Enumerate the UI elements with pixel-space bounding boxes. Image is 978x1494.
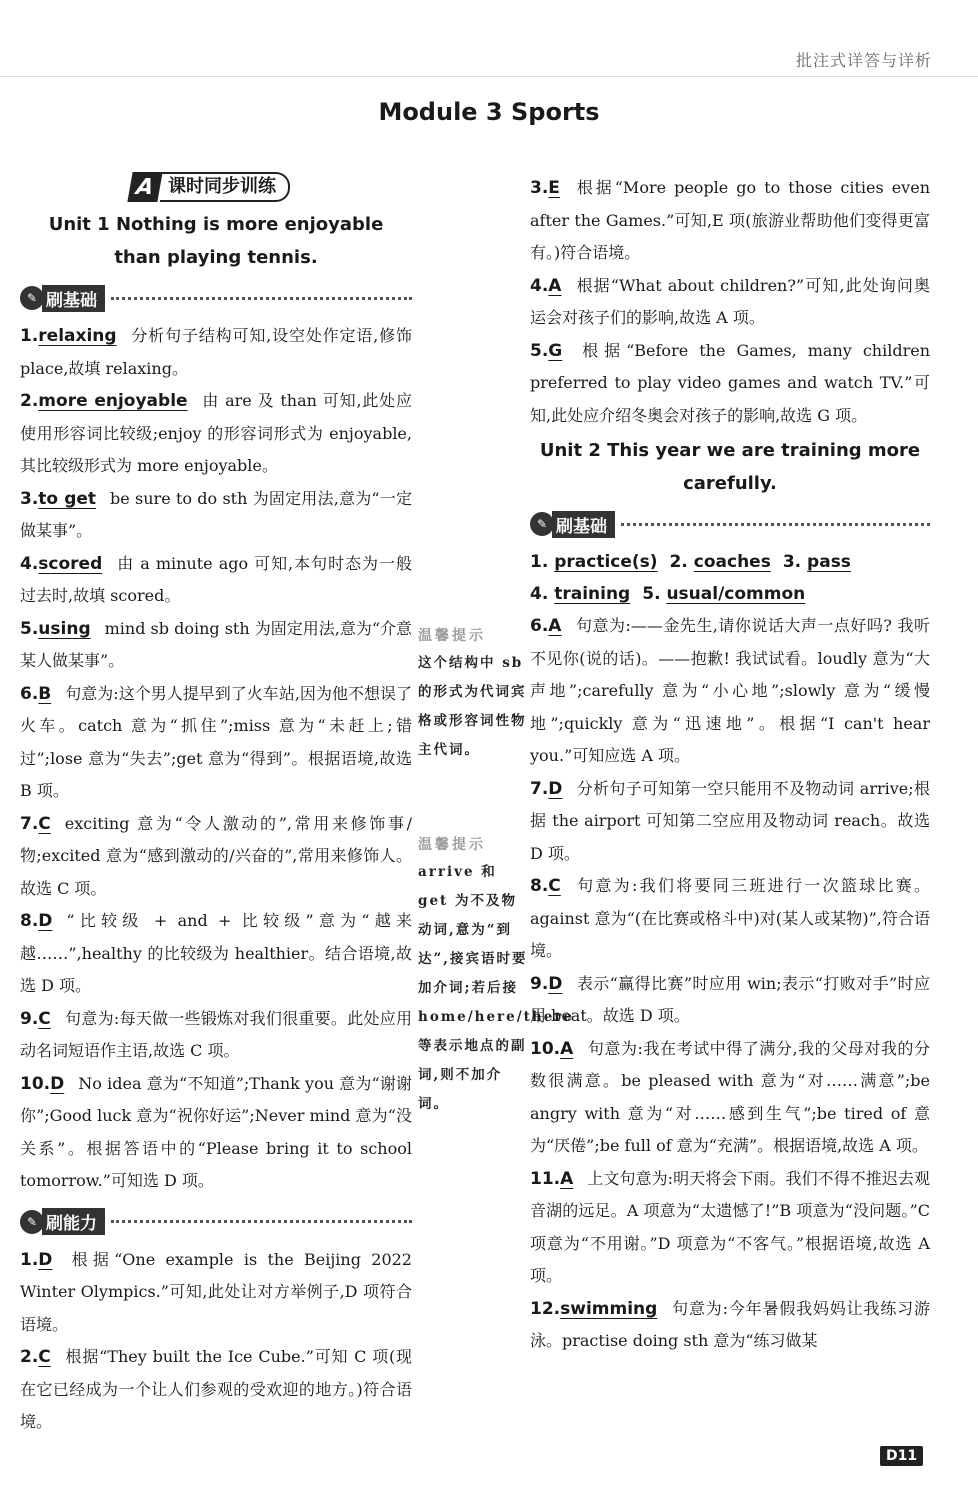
item-number: 4. xyxy=(530,275,549,296)
tip-body: 这个结构中 sb 的形式为代词宾格或形容词性物主代词。 xyxy=(418,655,527,758)
item-explanation: 分析句子可知第一空只能用不及物动词 arrive;根据 the airport 可知第二空应用及物动词 reach。故选 D 项。 xyxy=(530,778,930,863)
item-number: 12. xyxy=(530,1298,561,1319)
item-number: 8. xyxy=(530,876,549,896)
item-answer: usual/common xyxy=(666,584,806,604)
basic-section-label: 刷基础 xyxy=(42,285,105,312)
item-answer: D xyxy=(38,1249,53,1270)
item-explanation: 句意为:每天做一些锻炼对我们很重要。此处应用动名词短语作主语,故选 C 项。 xyxy=(20,1008,412,1060)
item-answer: A xyxy=(560,1038,574,1059)
item-explanation: 根据“They built the Ice Cube.”可知 C 项(现在它已经成为一个让人们参观的受欢迎的地方。)符合语境。 xyxy=(20,1347,412,1431)
answer-item xyxy=(20,1068,412,1198)
item-explanation: be sure to do sth 为固定用法,意为“一定做某事”。 xyxy=(20,488,412,540)
item-number: 7. xyxy=(530,778,549,799)
item-explanation: 分析句子结构可知,设空处作定语,修饰 place,故填 relaxing。 xyxy=(20,326,412,378)
item-number: 6. xyxy=(530,616,549,636)
item-number: 4. xyxy=(20,553,39,574)
answer-item xyxy=(20,808,412,906)
item-number: 6. xyxy=(20,683,39,704)
book-icon: ✎ xyxy=(20,1210,44,1234)
answer-item xyxy=(20,1341,412,1439)
page-number: D11 xyxy=(880,1446,923,1466)
item-answer: relaxing xyxy=(38,326,117,346)
right-column xyxy=(530,172,930,1358)
item-number: 1. xyxy=(20,1249,39,1270)
item-explanation: “比较级 + and + 比较级”意为“越来越……”,healthy 的比较级为 healthier。结合语境,故选 D 项。 xyxy=(20,911,412,995)
answer-item xyxy=(530,773,930,871)
item-answer: B xyxy=(38,683,52,704)
answer-item xyxy=(530,335,930,433)
tip-body: arrive 和 get 为不及物动词,意为“到达”,接宾语时要加介词;若后接 home/here/there 等表示地点的副词,则不加介词。 xyxy=(418,864,575,1112)
item-number: 1. xyxy=(20,326,39,346)
ability-section-label: 刷能力 xyxy=(42,1208,105,1235)
answer-item xyxy=(20,905,412,1003)
left-ability-list xyxy=(20,1244,412,1439)
item-answer: D xyxy=(50,1073,65,1094)
item-answer: training xyxy=(554,584,631,604)
answer-item xyxy=(530,172,930,270)
item-answer: using xyxy=(38,618,91,639)
item-explanation: No idea 意为“不知道”;Thank you 意为“谢谢你”;Good luck 意为“祝你好运”;Never mind 意为“没关系”。根据答语中的“Please bring it to school tomorrow.”可知选 D 项。 xyxy=(20,1073,412,1190)
module-title: Module 3 Sports xyxy=(378,98,600,126)
item-number: 9. xyxy=(20,1008,39,1029)
item-answer: G xyxy=(548,340,563,361)
left-column xyxy=(20,172,412,1439)
unit1-title xyxy=(20,208,412,274)
tip-title: 温馨提示 xyxy=(418,837,486,853)
basic-section-header xyxy=(20,284,412,312)
answer-item xyxy=(530,1033,930,1163)
unit1-title-line2: than playing tennis. xyxy=(114,247,318,268)
item-answer: D xyxy=(548,973,563,994)
answer-item xyxy=(20,678,412,808)
item-number: 9. xyxy=(530,973,549,994)
item-explanation: 根据“Before the Games, many children preferred to play video games and watch TV.”可知,此处应介绍冬奥会对孩子的影响,故选 G 项。 xyxy=(530,340,930,425)
tip-title: 温馨提示 xyxy=(418,628,486,644)
right-continued-list xyxy=(530,172,930,432)
item-explanation: 根据“One example is the Beijing 2022 Winter Olympics.”可知,此处让对方举例子,D 项符合语境。 xyxy=(20,1249,412,1334)
item-number: 10. xyxy=(20,1073,51,1094)
tip-box-1 xyxy=(418,625,528,765)
item-explanation: 句意为:我在考试中得了满分,我的父母对我的分数很满意。be pleased with 意为“对……满意”;be angry with 意为“对……感到生气”;be tired of 意为“厌倦”;be full of 意为“充满”。根据语境,故选 A 项。 xyxy=(530,1038,930,1155)
dotted-divider xyxy=(621,523,930,526)
item-explanation: 由 a minute ago 可知,本句时态为一般过去时,故填 scored。 xyxy=(20,553,412,605)
item-answer: to get xyxy=(38,488,97,509)
item-number: 10. xyxy=(530,1038,561,1059)
header-tag: 批注式详答与详析 xyxy=(795,51,932,70)
item-number: 1. xyxy=(530,552,549,572)
answer-item xyxy=(20,385,412,483)
answer-item xyxy=(20,483,412,548)
item-number: 3. xyxy=(530,178,549,198)
item-answer: practice(s) xyxy=(554,552,658,572)
answer-item xyxy=(530,1163,930,1293)
answer-item xyxy=(530,968,930,1033)
unit2-title-line1: Unit 2 This year we are training more xyxy=(539,440,921,461)
unit2-title xyxy=(530,434,930,500)
item-number: 4. xyxy=(530,584,549,604)
book-icon: ✎ xyxy=(530,512,554,536)
item-explanation: 表示“赢得比赛”时应用 win;表示“打败对手”时应用 beat。故选 D 项。 xyxy=(530,973,930,1025)
item-answer: C xyxy=(38,1347,51,1367)
item-answer: scored xyxy=(38,553,103,574)
left-basic-list xyxy=(20,320,412,1198)
item-answer: C xyxy=(548,876,561,896)
item-answer: A xyxy=(560,1168,574,1189)
item-answer: D xyxy=(38,911,53,931)
answer-item xyxy=(530,1293,930,1358)
answer-item xyxy=(20,613,412,678)
item-explanation: 句意为:——金先生,请你说话大声一点好吗? 我听不见你(说的话)。——抱歉! 我试试看。loudly 意为“大声地”;carefully 意为“小心地”;slowly 意为“缓慢地”;quickly 意为“迅速地”。根据“I can't hear you.”可知应选 A 项。 xyxy=(530,616,930,765)
answer-item xyxy=(20,1003,412,1068)
item-number: 11. xyxy=(530,1168,561,1189)
unit2-inline-answers xyxy=(530,546,930,610)
unit2-item-list xyxy=(530,610,930,1358)
item-explanation: 句意为:今年暑假我妈妈让我练习游泳。practise doing sth 意为“练习做某 xyxy=(530,1298,930,1350)
answer-item xyxy=(20,1244,412,1342)
item-number: 8. xyxy=(20,911,39,931)
header-divider xyxy=(0,76,978,77)
item-number: 2. xyxy=(20,391,39,411)
item-number: 7. xyxy=(20,813,39,834)
item-number: 3. xyxy=(782,552,802,572)
item-explanation: 根据“What about children?”可知,此处询问奥运会对孩子们的影响,故选 A 项。 xyxy=(530,275,930,327)
item-answer: pass xyxy=(807,552,851,572)
section-badge xyxy=(130,172,412,202)
answer-item xyxy=(530,610,930,773)
item-answer: more enjoyable xyxy=(38,391,188,411)
basic-section-label: 刷基础 xyxy=(552,511,615,538)
item-answer: E xyxy=(548,178,560,198)
item-answer: A xyxy=(548,275,562,296)
item-explanation: 上文句意为:明天将会下雨。我们不得不推迟去观音湖的远足。A 项意为“太遗憾了!”B 项意为“没问题。”C 项意为“不用谢。”D 项意为“不客气。”根据语境,故选 A 项。 xyxy=(530,1168,930,1285)
dotted-divider xyxy=(111,1220,412,1223)
answer-item xyxy=(20,320,412,385)
answer-item xyxy=(530,870,930,968)
unit1-title-line1: Unit 1 Nothing is more enjoyable xyxy=(48,214,384,235)
answer-item xyxy=(530,270,930,335)
item-explanation: 根据“More people go to those cities even after the Games.”可知,E 项(旅游业帮助他们变得更富有。)符合语境。 xyxy=(530,178,930,262)
inline-answer-row xyxy=(530,578,930,610)
item-answer: C xyxy=(38,813,51,834)
item-number: 2. xyxy=(669,552,688,572)
item-explanation: mind sb doing sth 为固定用法,意为“介意某人做某事”。 xyxy=(20,618,413,670)
inline-answer-row xyxy=(530,546,930,578)
ability-section-header xyxy=(20,1208,412,1236)
item-answer: C xyxy=(38,1008,51,1029)
item-number: 2. xyxy=(20,1347,39,1367)
badge-text: 课时同步训练 xyxy=(160,172,290,202)
item-explanation: 句意为:这个男人提早到了火车站,因为他不想误了火车。catch 意为“抓住”;miss 意为“未赶上;错过”;lose 意为“失去”;get 意为“得到”。根据语境,故选 B 项。 xyxy=(20,683,412,800)
item-explanation: 句意为:我们将要同三班进行一次篮球比赛。against 意为“(在比赛或格斗中)对(某人或某物)”,符合语境。 xyxy=(530,876,930,960)
item-number: 3. xyxy=(20,488,39,509)
basic-section-header xyxy=(530,510,930,538)
unit2-title-line2: carefully. xyxy=(683,473,777,494)
item-answer: D xyxy=(548,778,563,799)
item-explanation: 由 are 及 than 可知,此处应使用形容词比较级;enjoy 的形容词形式为 enjoyable,其比较级形式为 more enjoyable。 xyxy=(20,391,412,475)
item-number: 5. xyxy=(530,340,549,361)
answer-item xyxy=(20,548,412,613)
item-number: 5. xyxy=(642,584,661,604)
badge-letter: A xyxy=(127,172,162,202)
item-explanation: exciting 意为“令人激动的”,常用来修饰事/物;excited 意为“感到激动的/兴奋的”,常用来修饰人。故选 C 项。 xyxy=(20,813,412,898)
item-answer: A xyxy=(548,616,562,636)
dotted-divider xyxy=(111,297,412,300)
item-answer: coaches xyxy=(693,552,771,572)
item-answer: swimming xyxy=(560,1298,658,1319)
item-number: 5. xyxy=(20,618,39,639)
book-icon: ✎ xyxy=(20,286,44,310)
